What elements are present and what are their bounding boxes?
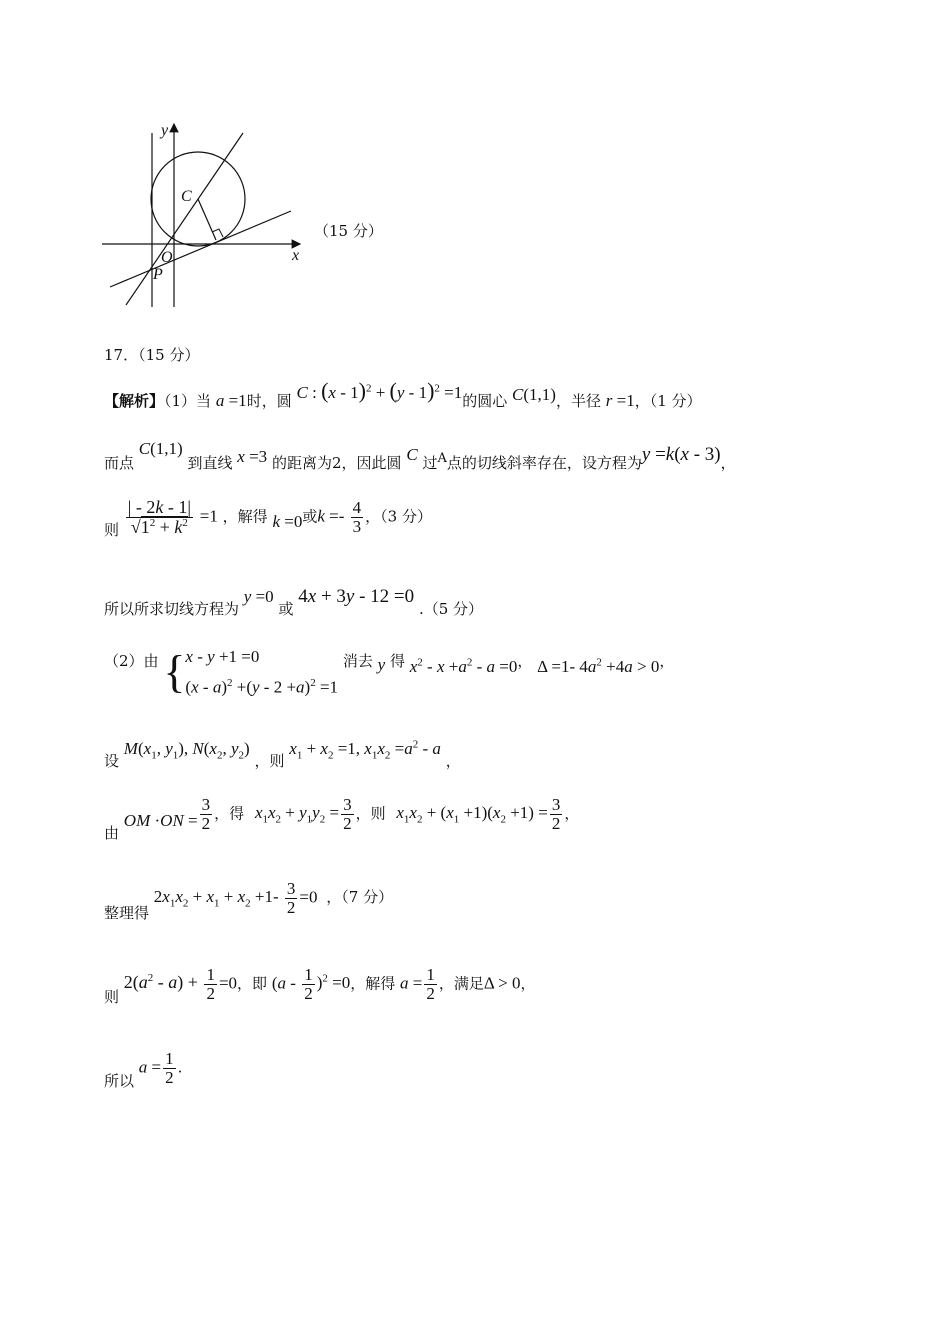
- solution-line-5: （2）由 { x - y +1 =0 $(x - a)^2 +(y - 2 +a)^2 =1$ 消去 y 得 $x^2 - x +a^2 - a =0$， Δ =1- $4a^2 +4a > 0$，: [104, 646, 675, 698]
- solution-line-10: 所以 a = $\frac{1}{2}$ .: [104, 1049, 183, 1091]
- solution-line-2: 而点 C(1,1) 到直线 x =3 的距离为2，因此圆 C 过A点的切线斜率存在，设方程为y =k(x - 3)，: [104, 439, 736, 472]
- solution-line-1: 【解析】（1）当 a =1时，圆 C : (x - 1)$^2$ + (y - 1)$^2$ =1的圆心 C(1,1)，半径 r =1，（1 分）: [104, 378, 702, 410]
- solution-line-8: 整理得 $2x_1x_2 + x_1 + x_2 +1-$ $\frac{3}{2}$ =0 ，（7 分）: [104, 879, 394, 923]
- tangent-line: [110, 211, 291, 287]
- axis-y-label: y: [161, 122, 169, 139]
- solution-line-3: 则 $\frac{| - 2k - 1|}{√1^2 + k^2}$ =1 ，解得 k =0或k =- $\frac{4}{3}$ ，（3 分）: [104, 497, 432, 540]
- label-o: O: [161, 249, 173, 266]
- figure-score: （15 分）: [314, 222, 383, 240]
- solution-line-7: 由 OM ·ON = $\frac{3}{2}$ ，得 $x_1x_2 + y_1y_2$ = $\frac{3}{2}$ ，则 $x_1x_2 + (x_1 +1)(x_2 +1)$ = $\frac{3}{2}$ ，: [104, 795, 580, 843]
- solution-line-6: 设 $M(x_1$, $y_1$), $N(x_2$, $y_2$) ，则 $x_1 + x_2 =1$, $x_1x_2 =a^2 - a$ ，: [104, 738, 461, 770]
- label-c: C: [181, 188, 192, 205]
- solution-line-4: 所以所求切线方程为 y =0 或 4x + 3y - 12 =0 .（5 分）: [104, 586, 484, 618]
- axis-x-label: x: [292, 247, 300, 264]
- radius-segment: [198, 199, 216, 240]
- solution-line-9: 则 $2(a^2 - a)$ + $\frac{1}{2}$ =0，即 (a - $\frac{1}{2}$ )$^2$ =0，解得 a = $\frac{1}{2}$ ，满足Δ > 0，: [104, 965, 536, 1007]
- label-p: P: [153, 266, 163, 283]
- geometry-figure: [95, 115, 315, 315]
- line-through-c: [126, 133, 243, 305]
- question-header: 17．（15 分）: [104, 346, 200, 364]
